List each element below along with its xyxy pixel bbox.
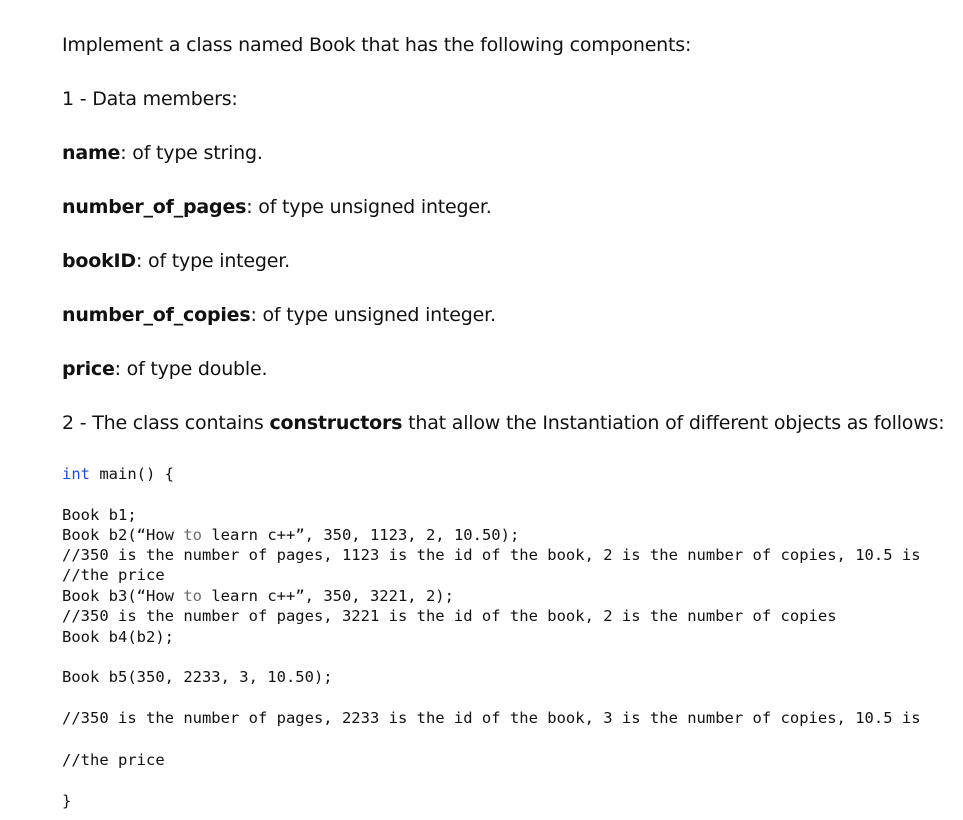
code-b3-pre: Book b3(“How (62, 587, 184, 605)
code-comment-3b: //the price (62, 751, 165, 769)
member-name (62, 141, 263, 165)
code-b3-to: to (183, 587, 202, 605)
code-b2-to: to (183, 526, 202, 544)
code-main-line (62, 464, 174, 484)
code-comment-1a: //350 is the number of pages, 1123 is the id of the book, 2 is the number of copies, 10.5 is (62, 546, 921, 564)
section-2-bold: constructors (269, 412, 403, 434)
member-number-of-pages-desc: : of type unsigned integer. (246, 196, 492, 218)
member-number-of-pages (62, 195, 492, 219)
member-bookid-desc: : of type integer. (135, 250, 290, 272)
member-bookid-label: bookID (62, 250, 136, 272)
code-line-b2 (62, 525, 519, 545)
section-2-heading (62, 411, 944, 435)
member-number-of-copies-desc: : of type unsigned integer. (250, 304, 496, 326)
member-price (62, 357, 267, 381)
code-int-keyword: int (62, 465, 90, 483)
member-number-of-copies (62, 303, 496, 327)
member-price-desc: : of type double. (114, 358, 268, 380)
intro-text: Implement a class named Book that has the following components: (62, 34, 692, 56)
code-line-b5: Book b5(350, 2233, 3, 10.50); (62, 668, 333, 686)
code-main-rest: main() { (90, 465, 174, 483)
member-number-of-pages-label: number_of_pages (62, 196, 247, 218)
code-closing-brace: } (62, 792, 72, 810)
code-comment-2: //350 is the number of pages, 3221 is the id of the book, 2 is the number of copies (62, 607, 837, 625)
member-name-label: name (62, 142, 121, 164)
section-2-text-after: that allow the Instantiation of different objects as follows: (402, 412, 945, 434)
section-2-text-before: 2 - The class contains (62, 412, 270, 434)
member-number-of-copies-label: number_of_copies (62, 304, 251, 326)
code-line-b4: Book b4(b2); (62, 628, 174, 646)
member-price-label: price (62, 358, 115, 380)
member-bookid (62, 249, 290, 273)
section-1-heading: 1 - Data members: (62, 88, 238, 110)
code-b3-post: learn c++”, 350, 3221, 2); (202, 587, 454, 605)
code-b2-pre: Book b2(“How (62, 526, 184, 544)
member-name-desc: : of type string. (120, 142, 263, 164)
code-line-b1: Book b1; (62, 506, 137, 524)
code-b2-post: learn c++”, 350, 1123, 2, 10.50); (202, 526, 520, 544)
code-line-b3 (62, 586, 454, 606)
code-comment-1b: //the price (62, 566, 165, 584)
code-comment-3a: //350 is the number of pages, 2233 is the id of the book, 3 is the number of copies, 10.5 is (62, 709, 921, 727)
